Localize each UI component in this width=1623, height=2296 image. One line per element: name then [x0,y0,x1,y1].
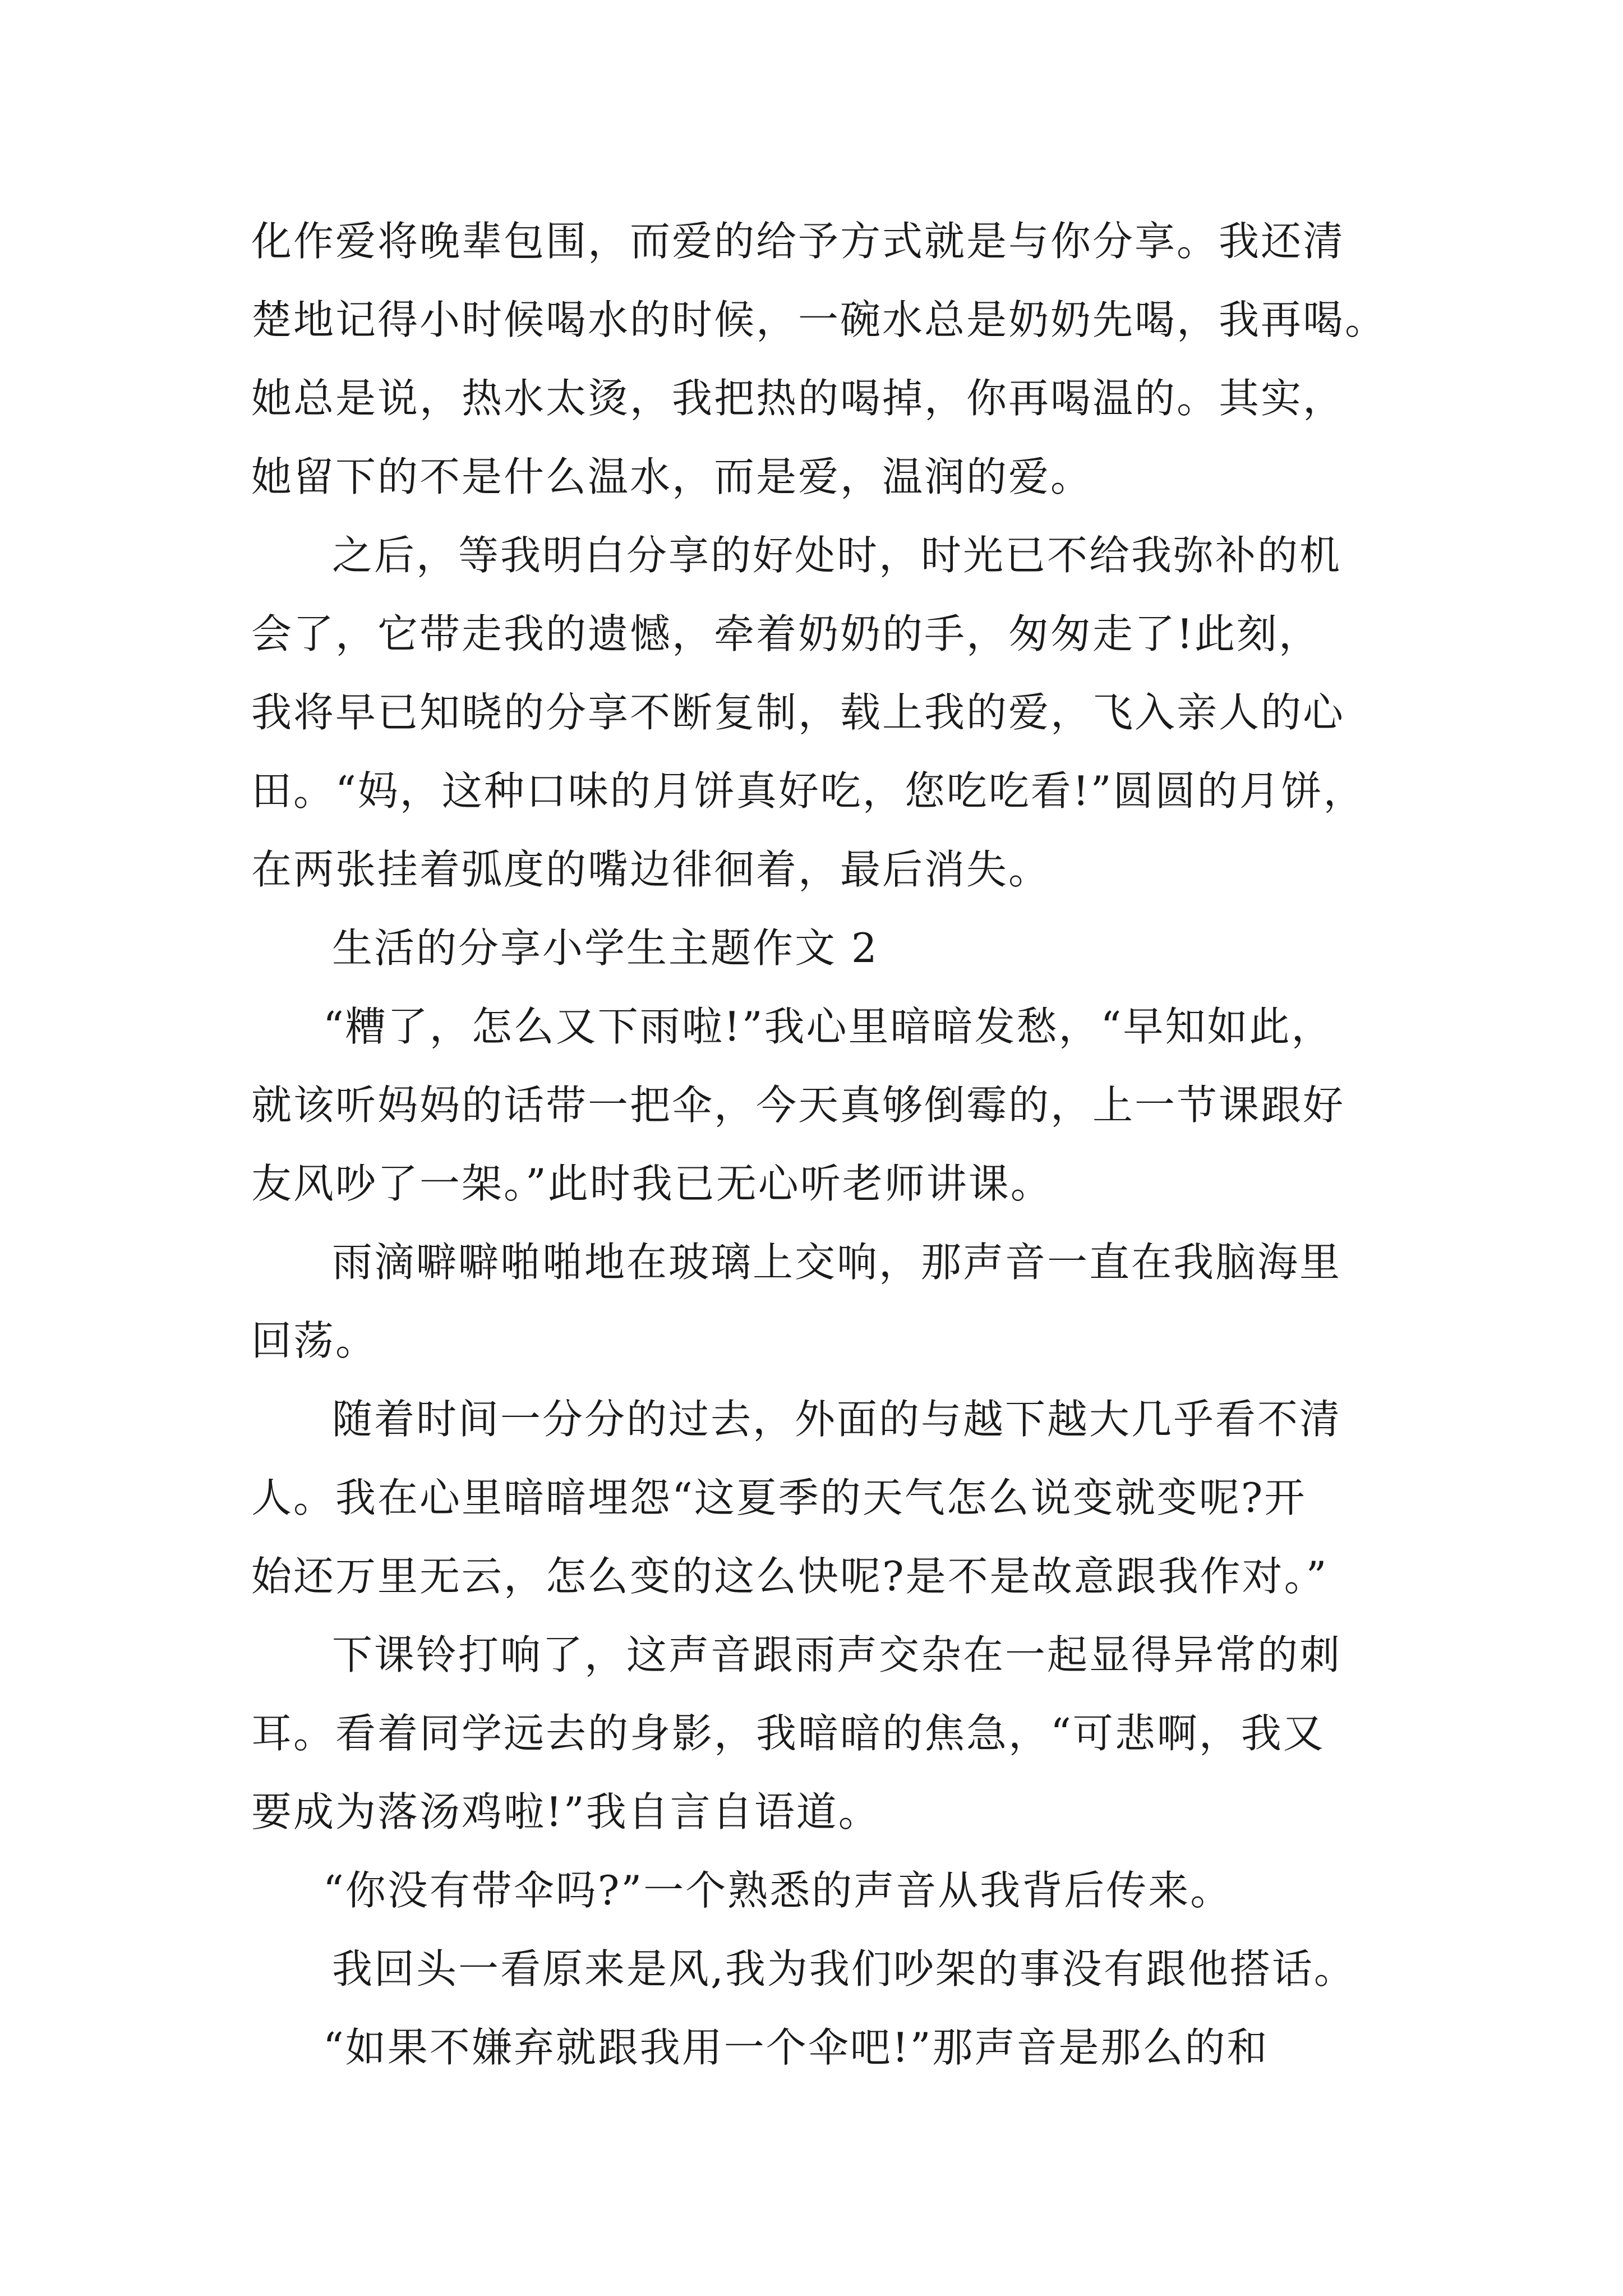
text-line: 友风吵了一架。”此时我已无心听老师讲课。 [251,1160,1053,1207]
text-line: 她总是说，热水太烫，我把热的喝掉，你再喝温的。其实， [251,375,1345,422]
paragraph-start-line: 之后，等我明白分享的好处时，时光已不给我弥补的机 [332,532,1342,579]
text-line: 会了，它带走我的遗憾，牵着奶奶的手，匆匆走了!此刻， [251,610,1321,657]
text-line: 就该听妈妈的话带一把伞，今天真够倒霉的，上一节课跟好 [251,1082,1345,1129]
text-line: 化作爱将晚辈包围，而爱的给予方式就是与你分享。我还清 [251,218,1345,265]
text-line: 她留下的不是什么温水，而是爱，温润的爱。 [251,453,1093,500]
text-line: 田。“妈，这种口味的月饼真好吃，您吃吃看!”圆圆的月饼， [251,767,1366,815]
text-line: 始还万里无云，怎么变的这么快呢?是不是故意跟我作对。” [251,1553,1329,1600]
text-line: 耳。看着同学远去的身影，我暗暗的焦急，“可悲啊，我又 [251,1710,1325,1757]
text-line: 在两张挂着弧度的嘴边徘徊着，最后消失。 [251,846,1051,893]
text-line: 楚地记得小时候喝水的时候，一碗水总是奶奶先喝，我再喝。 [251,296,1387,343]
text-line: 回荡。 [251,1317,378,1364]
section-heading: 生活的分享小学生主题作文 2 [332,924,879,972]
paragraph-start-line: “你没有带伞吗?”一个熟悉的声音从我背后传来。 [323,1867,1233,1914]
paragraph-start-line: 下课铃打响了，这声音跟雨声交杂在一起显得异常的刺 [332,1631,1342,1678]
paragraph-start-line: “如果不嫌弃就跟我用一个伞吧!”那声音是那么的和 [323,2024,1269,2071]
body-text [251,202,1387,2087]
text-line: 人。我在心里暗暗埋怨“这夏季的天气怎么说变就变呢?开 [251,1474,1307,1521]
paragraph-start-line: “糟了，怎么又下雨啦!”我心里暗暗发愁，“早知如此， [323,1003,1334,1050]
text-line: 我将早已知晓的分享不断复制，载上我的爱，飞入亲人的心 [251,689,1345,736]
paragraph-start-line: 随着时间一分分的过去，外面的与越下越大几乎看不清 [332,1396,1342,1443]
paragraph-start-line: 雨滴噼噼啪啪地在玻璃上交响，那声音一直在我脑海里 [332,1239,1342,1286]
text-line: 要成为落汤鸡啦!”我自言自语道。 [251,1788,880,1835]
paragraph-start-line: 我回头一看原来是风,我为我们吵架的事没有跟他搭话。 [332,1945,1356,1993]
